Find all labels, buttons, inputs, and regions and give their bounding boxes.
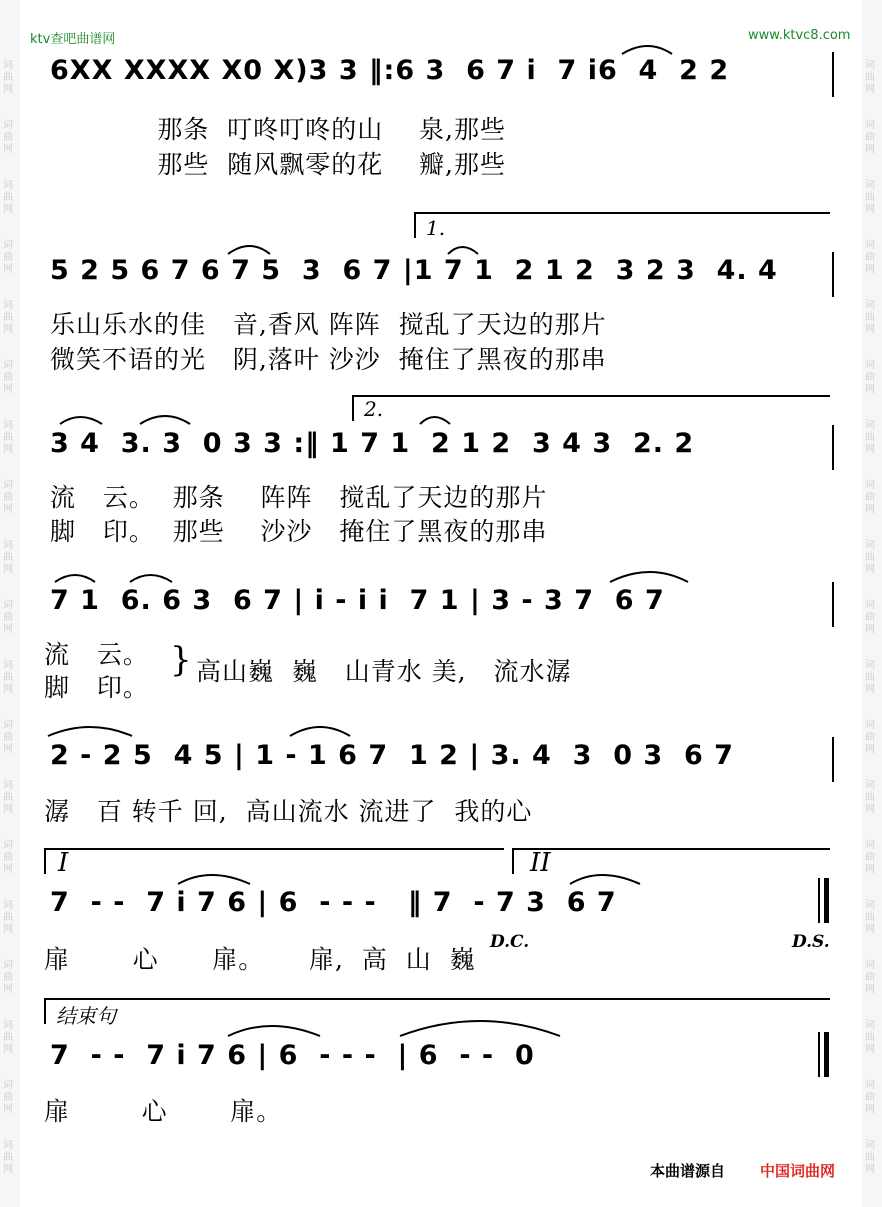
side-watermark-char: 词 xyxy=(3,660,13,671)
side-watermark-char: 词 xyxy=(3,180,13,191)
side-watermark-char: 网 xyxy=(865,204,875,215)
score-row-6-notes: 7 - - 7 i 7 6 | 6 - - - ‖ 7 - 7 3 6 7 xyxy=(50,887,617,918)
side-watermark-char: 词 xyxy=(3,1140,13,1151)
side-watermark-char: 曲 xyxy=(3,372,13,383)
side-watermark-char: 曲 xyxy=(3,252,13,263)
slur-arc xyxy=(228,1026,320,1036)
side-watermark-char: 网 xyxy=(3,384,13,395)
score-row-6-lyric: 扉 心 扉。 扉, 高 山 巍 xyxy=(44,945,476,974)
side-watermark-char: 曲 xyxy=(865,72,875,83)
side-watermark-char: 曲 xyxy=(865,252,875,263)
side-watermark-char: 网 xyxy=(865,84,875,95)
side-watermark-char: 曲 xyxy=(3,1152,13,1163)
score-row-1-lyric-2: 那些 随风飘零的花 瓣,那些 xyxy=(50,150,506,179)
lyric-brace: } xyxy=(170,640,193,680)
side-watermark-char: 网 xyxy=(3,864,13,875)
score-row-1-notes: 6XX XXXX X0 X)3 3 ‖:6 3 6 7 i 7 i6 4 2 2 xyxy=(50,55,730,86)
score-row-4-notes: 7 1 6. 6 3 6 7 | i - i i 7 1 | 3 - 3 7 6 7 xyxy=(50,585,665,616)
side-watermark-char: 曲 xyxy=(865,372,875,383)
side-watermark-char: 网 xyxy=(865,864,875,875)
slur-arc xyxy=(178,875,250,884)
side-watermark-char: 曲 xyxy=(3,432,13,443)
side-watermark-char: 网 xyxy=(865,924,875,935)
side-watermark-char: 网 xyxy=(865,444,875,455)
side-watermark-char: 曲 xyxy=(865,552,875,563)
side-watermark-char: 网 xyxy=(3,84,13,95)
side-watermark-char: 曲 xyxy=(865,732,875,743)
side-watermark-char: 词 xyxy=(3,360,13,371)
side-watermark-char: 曲 xyxy=(865,312,875,323)
side-watermark-char: 网 xyxy=(865,264,875,275)
site-watermark-left: ktv查吧曲谱网 xyxy=(30,32,116,47)
side-watermark-char: 词 xyxy=(3,1080,13,1091)
side-watermark-char: 词 xyxy=(3,960,13,971)
side-watermark-char: 网 xyxy=(865,324,875,335)
side-watermark-char: 曲 xyxy=(3,312,13,323)
side-watermark-char: 网 xyxy=(865,504,875,515)
side-watermark-char: 词 xyxy=(3,780,13,791)
side-watermark-char: 网 xyxy=(3,924,13,935)
side-watermark-char: 词 xyxy=(865,180,875,191)
side-watermark-char: 曲 xyxy=(3,612,13,623)
score-row-2-lyric-1: 乐山乐水的佳 音,香风 阵阵 搅乱了天边的那片 xyxy=(50,310,607,339)
chorus-lyric: 高山巍 巍 山青水 美, 流水潺 xyxy=(196,657,572,686)
side-watermark-char: 网 xyxy=(865,624,875,635)
side-watermark-char: 词 xyxy=(865,720,875,731)
side-watermark-char: 词 xyxy=(865,780,875,791)
side-watermark-char: 词 xyxy=(865,1140,875,1151)
score-row-7-lyric: 扉 心 扉。 xyxy=(44,1097,283,1126)
coda-label: 结束句 xyxy=(56,1004,116,1028)
side-watermark-char: 网 xyxy=(3,744,13,755)
score-row-5-lyric: 潺 百 转千 回, 高山流水 流进了 我的心 xyxy=(44,797,533,826)
side-watermark-char: 词 xyxy=(865,300,875,311)
slur-arc xyxy=(610,572,688,582)
side-watermark-char: 网 xyxy=(3,564,13,575)
slur-arc xyxy=(448,247,478,254)
side-watermark-char: 词 xyxy=(865,600,875,611)
side-watermark-char: 词 xyxy=(3,1020,13,1031)
side-watermark-char: 词 xyxy=(865,120,875,131)
side-watermark-char: 词 xyxy=(865,420,875,431)
side-watermark-char: 词 xyxy=(865,1020,875,1031)
side-watermark-char: 网 xyxy=(3,1164,13,1175)
score-row-3-lyric-1: 流 云。 那条 阵阵 搅乱了天边的那片 xyxy=(50,483,548,512)
side-watermark-char: 词 xyxy=(865,960,875,971)
side-watermark-char: 曲 xyxy=(3,972,13,983)
side-watermark-char: 网 xyxy=(3,1104,13,1115)
side-watermark-char: 曲 xyxy=(3,72,13,83)
slur-arc xyxy=(55,575,95,582)
side-watermark-char: 曲 xyxy=(865,432,875,443)
source-label: 本曲谱源自 xyxy=(650,1162,726,1180)
side-watermark-char: 曲 xyxy=(865,612,875,623)
score-row-3-lyric-2: 脚 印。 那些 沙沙 掩住了黑夜的那串 xyxy=(50,517,548,546)
slur-arc xyxy=(60,417,102,424)
volta-label-2: 2. xyxy=(364,397,384,421)
side-watermark-char: 词 xyxy=(865,660,875,671)
side-watermark-char: 曲 xyxy=(3,132,13,143)
side-watermark-char: 网 xyxy=(3,144,13,155)
score-row-1-lyric-1: 那条 叮咚叮咚的山 泉,那些 xyxy=(50,115,506,144)
side-watermark-char: 词 xyxy=(3,480,13,491)
ds-marking: D.S. xyxy=(792,932,830,952)
side-watermark-char: 曲 xyxy=(865,192,875,203)
side-watermark-char: 词 xyxy=(3,420,13,431)
side-watermark-char: 曲 xyxy=(865,492,875,503)
score-row-7-notes: 7 - - 7 i 7 6 | 6 - - - | 6 - - 0 xyxy=(50,1040,535,1071)
score-row-2-lyric-2: 微笑不语的光 阴,落叶 沙沙 掩住了黑夜的那串 xyxy=(50,345,607,374)
side-watermark-char: 词 xyxy=(3,900,13,911)
side-watermark-char: 词 xyxy=(865,900,875,911)
side-watermark-char: 网 xyxy=(865,984,875,995)
side-watermark-char: 曲 xyxy=(3,492,13,503)
slur-arc xyxy=(290,727,350,736)
side-watermark-char: 曲 xyxy=(3,1092,13,1103)
side-watermark-char: 网 xyxy=(865,1164,875,1175)
side-watermark-char: 曲 xyxy=(865,792,875,803)
side-watermark-char: 词 xyxy=(865,240,875,251)
side-watermark-char: 网 xyxy=(3,204,13,215)
side-watermark-char: 词 xyxy=(865,360,875,371)
side-watermark-char: 词 xyxy=(865,540,875,551)
side-watermark-char: 词 xyxy=(3,240,13,251)
score-row-2-notes: 5 2 5 6 7 6 7 5 3 6 7 |1 7 1 2 1 2 3 2 3 4. 4 xyxy=(50,255,778,286)
score-row-5-notes: 2 - 2 5 4 5 | 1 - 1 6 7 1 2 | 3. 4 3 0 3 6 7 xyxy=(50,740,734,771)
side-watermark-char: 曲 xyxy=(865,1032,875,1043)
side-watermark-char: 曲 xyxy=(865,132,875,143)
side-watermark-char: 网 xyxy=(865,384,875,395)
side-watermark-char: 词 xyxy=(865,480,875,491)
side-watermark-char: 词 xyxy=(3,60,13,71)
side-watermark-char: 曲 xyxy=(3,672,13,683)
side-watermark-char: 网 xyxy=(865,804,875,815)
side-watermark-char: 网 xyxy=(865,744,875,755)
side-watermark-char: 网 xyxy=(3,444,13,455)
side-watermark-char: 曲 xyxy=(865,1092,875,1103)
side-watermark-char: 网 xyxy=(3,684,13,695)
side-watermark-char: 词 xyxy=(3,300,13,311)
ending-label-1: I xyxy=(58,848,69,878)
side-watermark-char: 网 xyxy=(865,684,875,695)
side-watermark-char: 词 xyxy=(3,600,13,611)
side-watermark-char: 曲 xyxy=(3,552,13,563)
side-watermark-char: 词 xyxy=(3,540,13,551)
slur-arc xyxy=(420,417,450,424)
site-watermark-right: www.ktvc8.com xyxy=(748,28,851,43)
slur-arc xyxy=(570,875,640,884)
side-watermark-char: 网 xyxy=(3,504,13,515)
score-row-4-lyric-1: 流 云。 xyxy=(44,640,149,669)
ending-label-2: II xyxy=(530,848,551,878)
side-watermark-char: 网 xyxy=(865,564,875,575)
side-watermark-char: 曲 xyxy=(865,972,875,983)
volta-label-1: 1. xyxy=(426,216,446,240)
side-watermark-char: 曲 xyxy=(3,792,13,803)
side-watermark-char: 曲 xyxy=(3,732,13,743)
side-watermark-char: 词 xyxy=(3,120,13,131)
side-watermark-char: 曲 xyxy=(3,852,13,863)
side-watermark-char: 曲 xyxy=(865,1152,875,1163)
side-watermark-char: 曲 xyxy=(865,912,875,923)
slur-arc xyxy=(622,46,672,54)
side-watermark-char: 词 xyxy=(3,720,13,731)
slur-arc xyxy=(400,1021,560,1036)
side-watermark-char: 词 xyxy=(865,840,875,851)
slur-arc xyxy=(228,246,270,254)
side-watermark-char: 词 xyxy=(3,840,13,851)
score-row-4-lyric-2: 脚 印。 xyxy=(44,673,149,702)
side-watermark-char: 词 xyxy=(865,1080,875,1091)
slur-arc xyxy=(140,416,190,424)
side-watermark-char: 曲 xyxy=(3,1032,13,1043)
side-watermark-char: 曲 xyxy=(865,672,875,683)
side-watermark-char: 词 xyxy=(865,60,875,71)
side-watermark-char: 网 xyxy=(3,984,13,995)
side-watermark-char: 网 xyxy=(3,624,13,635)
dc-marking: D.C. xyxy=(490,932,530,952)
side-watermark-char: 网 xyxy=(865,1104,875,1115)
score-row-3-notes: 3 4 3. 3 0 3 3 :‖ 1 7 1 2 1 2 3 4 3 2. 2 xyxy=(50,428,695,459)
slur-arc xyxy=(48,727,132,736)
side-watermark-char: 曲 xyxy=(865,852,875,863)
side-watermark-char: 曲 xyxy=(3,912,13,923)
side-watermark-char: 网 xyxy=(3,264,13,275)
side-watermark-char: 曲 xyxy=(3,192,13,203)
side-watermark-char: 网 xyxy=(3,1044,13,1055)
side-watermark-char: 网 xyxy=(3,324,13,335)
slur-arc xyxy=(130,575,172,582)
side-watermark-char: 网 xyxy=(3,804,13,815)
side-watermark-char: 网 xyxy=(865,1044,875,1055)
source-name: 中国词曲网 xyxy=(760,1162,836,1180)
side-watermark-char: 网 xyxy=(865,144,875,155)
